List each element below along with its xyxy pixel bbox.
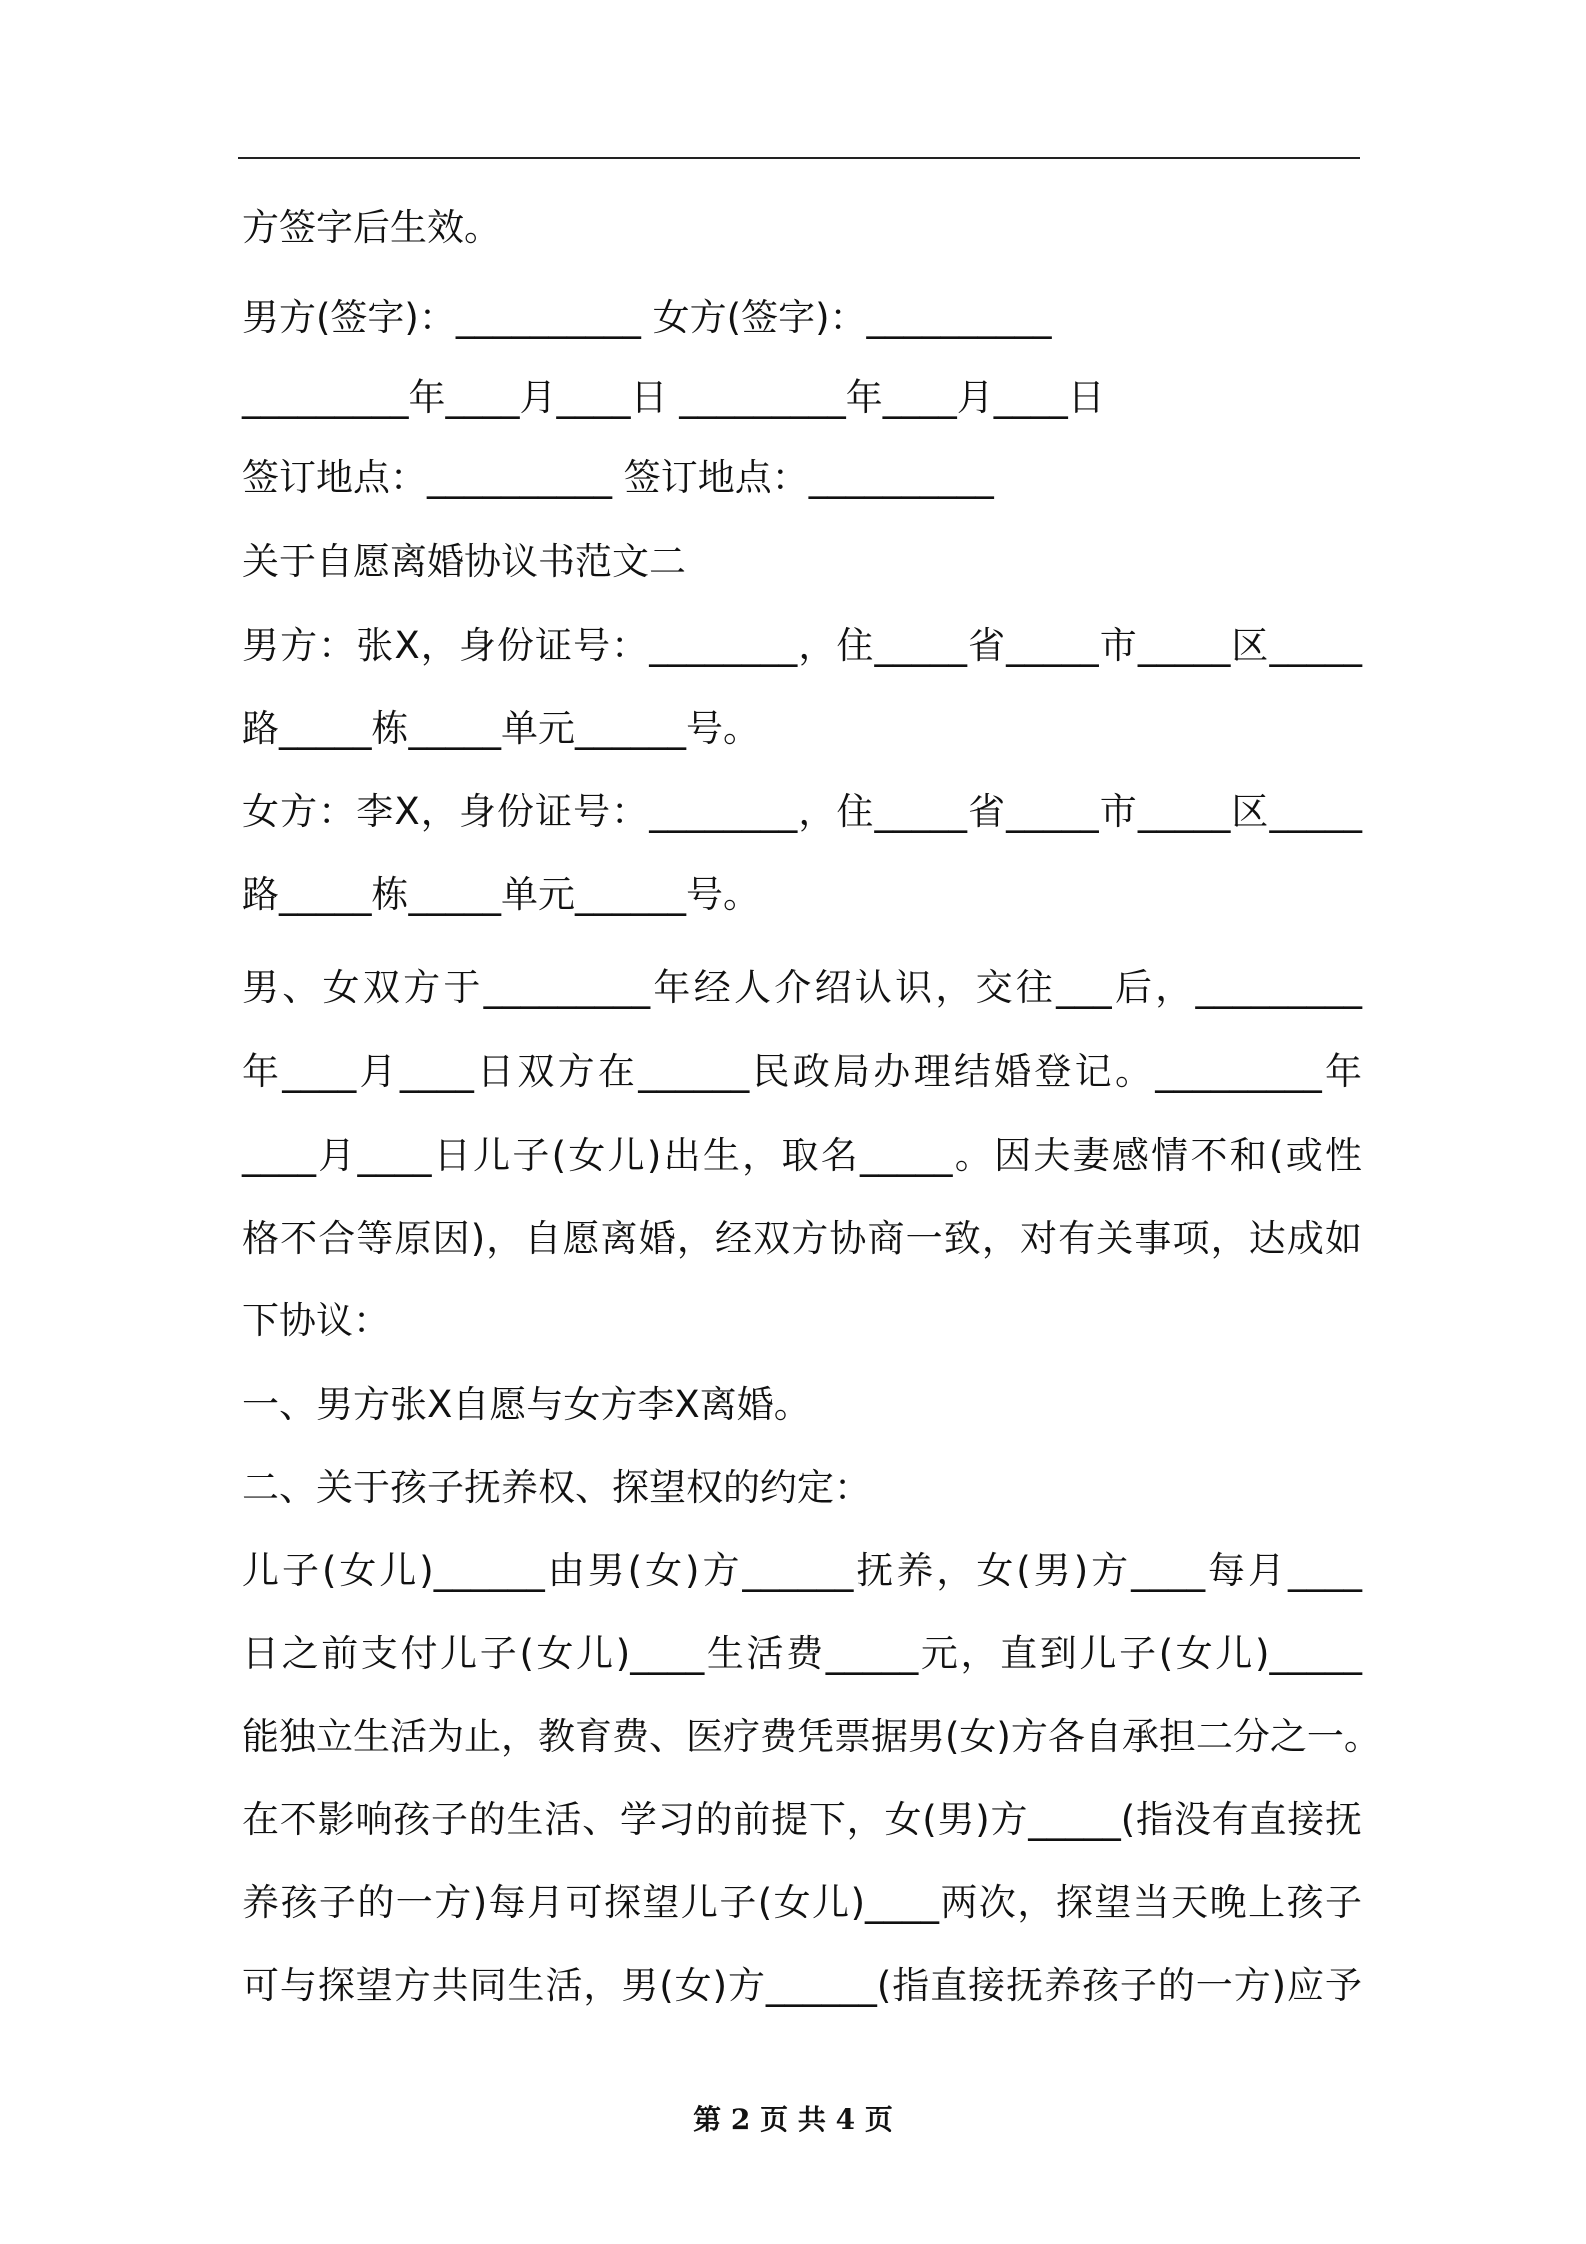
date-line: _________年____月____日 _________年____月____日 [242,376,1105,419]
text-line: 下协议： [242,1299,390,1342]
female-party-line: 女方：李X，身份证号：________，住_____省_____市_____区_____ [242,790,1362,833]
text-line: ____月____日儿子(女儿)出生，取名_____。因夫妻感情不和(或性 [242,1134,1362,1177]
header-rule [238,157,1360,159]
text-line: 年____月____日双方在______民政局办理结婚登记。_________年 [242,1050,1362,1093]
signing-place-line: 签订地点：__________ 签订地点：__________ [242,456,994,499]
text-line: 儿子(女儿)______由男(女)方______抚养，女(男)方____每月____ [242,1549,1362,1592]
section-title: 关于自愿离婚协议书范文二 [242,540,686,583]
text-line: 日之前支付儿子(女儿)____生活费_____元，直到儿子(女儿)_____ [242,1632,1362,1675]
text-line: 在不影响孩子的生活、学习的前提下，女(男)方_____(指没有直接抚 [242,1798,1362,1841]
female-address-line: 路_____栋_____单元______号。 [242,873,760,916]
page-number: 第 2 页 共 4 页 [693,2103,893,2136]
text-line: 可与探望方共同生活，男(女)方______(指直接抚养孩子的一方)应予 [242,1964,1362,2007]
male-party-line: 男方：张X，身份证号：________，住_____省_____市_____区_____ [242,624,1362,667]
signature-line: 男方(签字)：__________ 女方(签字)：__________ [242,296,1052,339]
clause-two-title: 二、关于孩子抚养权、探望权的约定： [242,1466,871,1509]
text-line: 能独立生活为止，教育费、医疗费凭票据男(女)方各自承担二分之一。 [242,1715,1381,1758]
text-line: 养孩子的一方)每月可探望儿子(女儿)____两次，探望当天晚上孩子 [242,1881,1362,1924]
text-line: 格不合等原因)，自愿离婚，经双方协商一致，对有关事项，达成如 [242,1217,1362,1260]
text-line: 方签字后生效。 [242,206,501,249]
clause-one: 一、男方张X自愿与女方李X离婚。 [242,1383,811,1426]
text-line: 男、女双方于_________年经人介绍认识，交往___后，_________ [242,966,1362,1009]
male-address-line: 路_____栋_____单元______号。 [242,707,760,750]
